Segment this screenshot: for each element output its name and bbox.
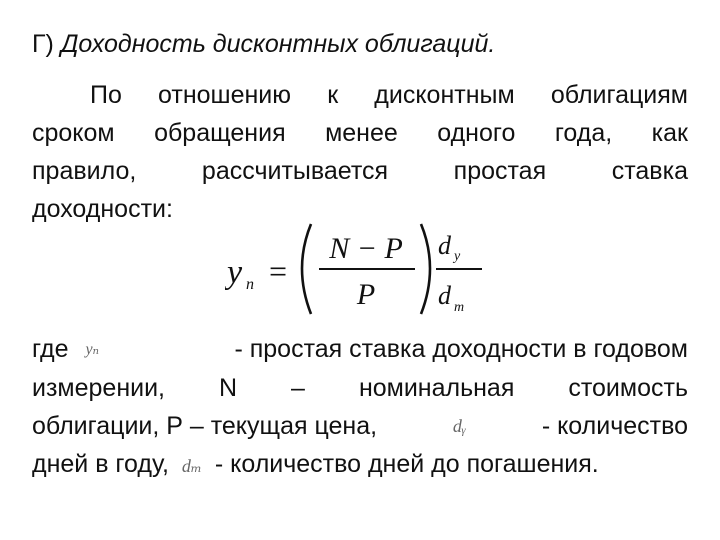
word: обращения [154, 119, 286, 147]
word: дисконтным [374, 81, 515, 109]
dy-symbol: dᵧ [452, 416, 467, 437]
dm-symbol: dₘ [181, 455, 202, 476]
explanation-paragraph [32, 330, 688, 485]
denominator: P [356, 278, 376, 311]
dy-var: d [438, 231, 451, 260]
explanation-line-1 [32, 330, 688, 369]
formula-svg [225, 216, 495, 326]
word: стоимость [568, 374, 688, 403]
explanation-where: где yₙ [32, 330, 127, 369]
explanation-text: - простая ставка доходности в годовом [234, 335, 688, 363]
word: измерении, [32, 374, 166, 403]
dm-var: d [438, 281, 451, 310]
word: рассчитывается [201, 157, 389, 185]
dm-sub: m [454, 300, 465, 315]
heading-prefix: Г) [32, 30, 54, 58]
section-heading [32, 28, 495, 60]
word: ставка [611, 157, 688, 185]
word: По [90, 81, 122, 109]
numerator: N − P [329, 232, 403, 265]
explanation-text: - количество [541, 412, 688, 441]
word: года, [554, 119, 613, 147]
word: – [291, 374, 305, 403]
intro-line-4: доходности: [32, 195, 173, 223]
lhs-sub: n [246, 276, 254, 293]
left-paren [302, 224, 311, 314]
heading-title: Доходность дисконтных облигаций. [60, 30, 496, 58]
explanation-line-3 [32, 407, 688, 445]
word: отношению [158, 81, 292, 109]
intro-line-1 [32, 76, 688, 114]
yn-symbol: yₙ [85, 341, 100, 359]
word: правило, [32, 157, 137, 185]
explanation-text: облигации, Р – текущая цена, [32, 412, 378, 441]
word: облигациям [550, 81, 688, 109]
explanation-text: - количество дней до погашения. [214, 450, 599, 479]
yield-formula [225, 216, 495, 326]
intro-paragraph [32, 76, 688, 228]
word: к [327, 81, 339, 109]
word: как [651, 119, 688, 147]
right-paren [421, 224, 430, 314]
word: N [219, 374, 238, 403]
equals-sign: = [269, 253, 288, 289]
explanation-text: дней в году, [32, 450, 169, 479]
intro-line-2 [32, 114, 688, 152]
dy-sub: y [454, 249, 461, 264]
intro-line-3 [32, 152, 688, 190]
word: одного [437, 119, 516, 147]
word: простая [453, 157, 547, 185]
word: сроком [32, 119, 115, 147]
word: номинальная [358, 374, 515, 403]
explanation-line-4 [32, 445, 688, 484]
word: менее [325, 119, 398, 147]
lhs-var: y [227, 254, 243, 291]
explanation-line-2 [32, 369, 688, 407]
